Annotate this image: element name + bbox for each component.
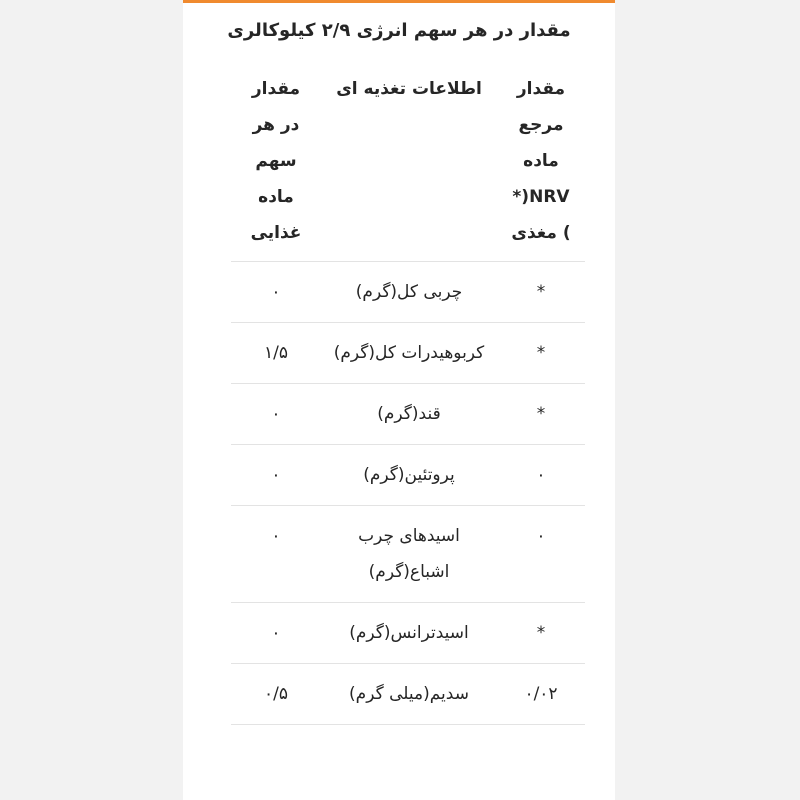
cell-amount: ۰ [231,384,321,445]
cell-amount: ۰ [231,262,321,323]
table-row [231,445,585,506]
header-reference-value: مقدار مرجع ماده NRV(*) مغذی [511,79,571,243]
cell-nutrient: چربی کل(گرم) [321,262,497,323]
cell-amount: ۰ [231,445,321,506]
cell-amount: ۰/۵ [231,664,321,725]
cell-amount: ۱/۵ [231,323,321,384]
cell-reference: ۰ [497,506,585,603]
cell-amount: ۰ [231,603,321,664]
cell-amount: ۰ [231,506,321,603]
cell-reference: * [497,603,585,664]
cell-reference: * [497,323,585,384]
table-row [231,323,585,384]
nutrition-panel [183,0,615,800]
cell-nutrient: اسیدترانس(گرم) [321,603,497,664]
table-row [231,262,585,323]
table-row [231,664,585,725]
table-row [231,603,585,664]
cell-reference: ۰ [497,445,585,506]
table-caption: مقدار در هر سهم انرژی ۲/۹ کیلوکالری [227,20,571,41]
cell-reference: ۰/۰۲ [497,664,585,725]
cell-reference: * [497,262,585,323]
table-row [231,506,585,603]
cell-nutrient: قند(گرم) [321,384,497,445]
table-row [231,384,585,445]
cell-nutrient: پروتئین(گرم) [321,445,497,506]
header-amount-per-serving: مقدار در هر سهم ماده غذایی [250,79,302,243]
cell-nutrient: سدیم(میلی گرم) [321,664,497,725]
cell-nutrient: کربوهیدرات کل(گرم) [321,323,497,384]
nutrition-table [231,61,585,725]
table-header-row [231,61,585,262]
header-nutrition-info: اطلاعات تغذیه ای [336,79,482,99]
cell-reference: * [497,384,585,445]
cell-nutrient: اسیدهای چرب اشباع(گرم) [321,506,497,603]
